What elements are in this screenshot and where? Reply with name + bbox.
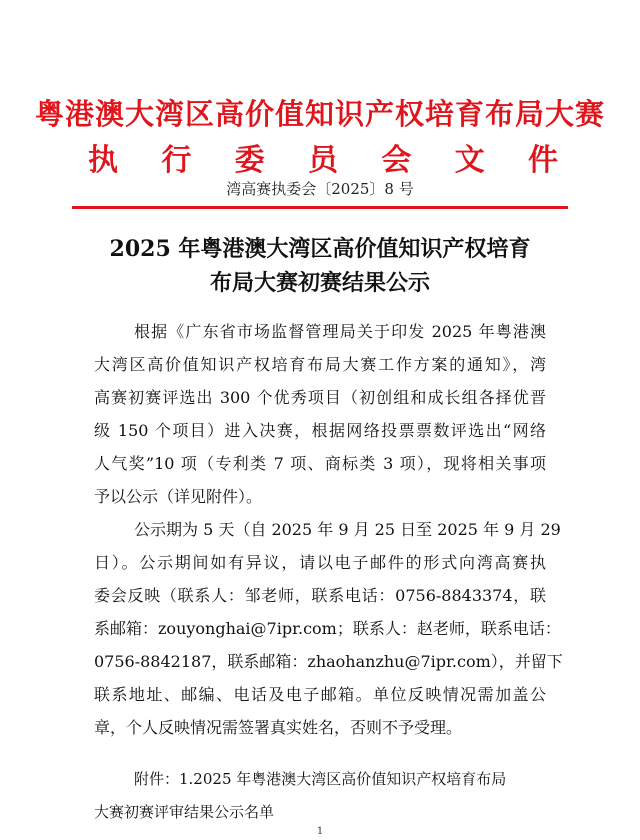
attachment-line-2: 大赛初赛评审结果公示名单 xyxy=(94,803,275,821)
body-line: 级 150 个项目）进入决赛，根据网络投票票数评选出“网络 xyxy=(94,421,546,440)
committee-char: 文 xyxy=(454,143,485,178)
body-line: 委会反映（联系人：邹老师，联系电话：0756-8843374，联 xyxy=(94,586,546,605)
body-line: 高赛初赛评选出 300 个优秀项目（初创组和成长组各择优晋 xyxy=(94,388,546,407)
body-line: 人气奖”10 项（专利类 7 项、商标类 3 项），现将相关事项 xyxy=(94,454,546,473)
page-number: 1 xyxy=(316,826,324,837)
body-line: 公示期为 5 天（自 2025 年 9 月 25 日至 2025 年 9 月 29 xyxy=(134,520,561,539)
committee-char: 员 xyxy=(307,143,338,178)
committee-char: 委 xyxy=(234,143,265,178)
body-line: 予以公示（详见附件）。 xyxy=(94,487,263,506)
body-line: 联系地址、邮编、电话及电子邮箱。单位反映情况需加盖公 xyxy=(94,685,546,704)
body-line: 系邮箱：zouyonghai@7ipr.com；联系人：赵老师，联系电话： xyxy=(94,619,561,638)
document-title-line-2: 布局大赛初赛结果公示 xyxy=(209,270,430,296)
issuer-name: 粤港澳大湾区高价值知识产权培育布局大赛 xyxy=(34,97,605,131)
body-line: 0756-8842187，联系邮箱：zhaohanzhu@7ipr.com），并留下 xyxy=(94,652,563,671)
issuer-committee-line xyxy=(88,135,558,179)
document-title-line-1: 2025 年粤港澳大湾区高价值知识产权培育 xyxy=(109,236,531,262)
body-line: 根据《广东省市场监督管理局关于印发 2025 年粤港澳 xyxy=(134,322,546,341)
committee-char: 行 xyxy=(161,143,192,178)
body-line: 日）。公示期间如有异议，请以电子邮件的形式向湾高赛执 xyxy=(94,553,546,572)
body-line: 章，个人反映情况需签署真实姓名，否则不予受理。 xyxy=(94,718,463,737)
document-number: 湾高赛执委会〔2025〕8 号 xyxy=(226,180,414,198)
body-line: 大湾区高价值知识产权培育布局大赛工作方案的通知》，湾 xyxy=(94,355,546,374)
red-divider xyxy=(72,206,568,209)
committee-char: 会 xyxy=(381,143,412,178)
committee-char: 执 xyxy=(88,143,118,178)
attachment-line-1: 附件：1.2025 年粤港澳大湾区高价值知识产权培育布局 xyxy=(134,770,507,788)
committee-char: 件 xyxy=(527,143,558,178)
